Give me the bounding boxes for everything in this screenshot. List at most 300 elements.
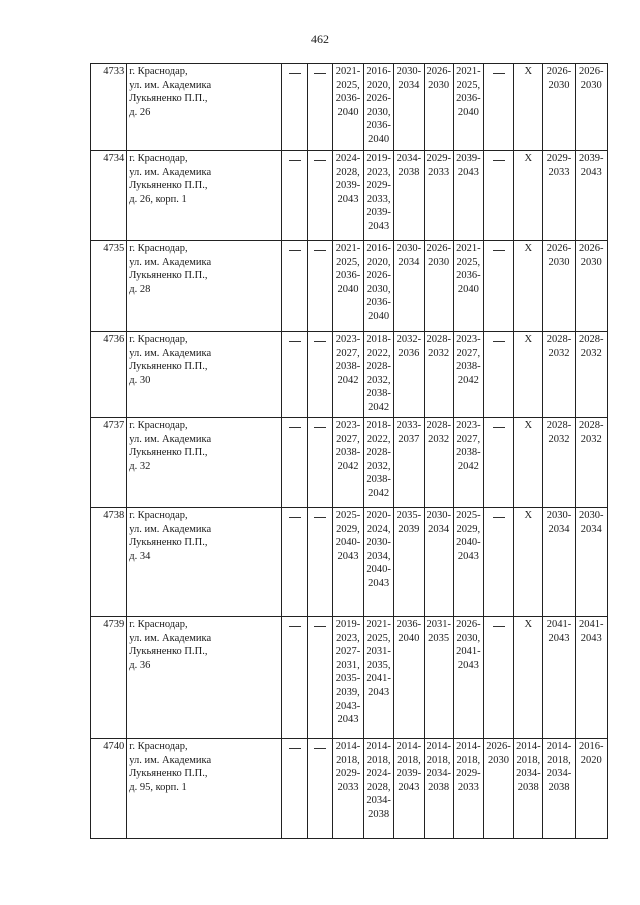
period-line: 2040	[337, 106, 359, 118]
period-cell-col2	[307, 151, 332, 241]
period-line: 2030-	[579, 510, 604, 521]
period-cell-col1	[282, 64, 307, 151]
period-line: 2018,	[456, 754, 481, 766]
period-line: 2029-	[366, 180, 391, 192]
period-line: 2042	[337, 460, 359, 472]
period-line: 2038-	[366, 388, 391, 400]
period-line: 2033	[548, 166, 570, 178]
period-line: 2025,	[336, 79, 360, 91]
address-line: ул. им. Академика	[129, 433, 212, 445]
period-line: 2041-	[579, 619, 604, 630]
period-cell-col1	[282, 418, 307, 508]
period-line: 2028,	[366, 781, 391, 793]
row-number: 4740	[91, 739, 127, 839]
period-line: 2026-	[366, 93, 391, 105]
period-line: 2043	[548, 632, 570, 644]
period-line: 2021-	[366, 619, 391, 630]
period-line: 2024-	[335, 153, 361, 164]
period-line: 2033,	[366, 193, 391, 205]
period-line: 2038-	[335, 447, 361, 459]
period-cell-col9	[514, 508, 543, 617]
period-line: 2025-	[335, 510, 361, 521]
period-line: 2021-	[456, 66, 481, 77]
period-line: 2025,	[456, 256, 481, 268]
period-cell-col6	[424, 332, 453, 418]
period-line: 2021-	[335, 66, 361, 77]
empty-dash	[314, 160, 326, 161]
period-cell-col2	[307, 241, 332, 332]
period-cell-col6	[424, 241, 453, 332]
empty-dash	[314, 341, 326, 342]
period-cell-col2	[307, 64, 332, 151]
period-cell-col8	[483, 241, 513, 332]
period-line: 2040	[457, 106, 479, 118]
period-line: 2029-	[456, 768, 481, 780]
period-line: 2034	[398, 79, 420, 91]
period-cell-col4	[364, 332, 394, 418]
period-line: 2035-	[396, 510, 422, 521]
period-line: 2038-	[335, 361, 361, 373]
period-line: 2031-	[366, 646, 391, 658]
period-cell-col2	[307, 739, 332, 839]
registry-table	[90, 63, 608, 839]
period-line: 2024,	[366, 523, 391, 535]
period-cell-col2	[307, 418, 332, 508]
period-line: 2029,	[456, 523, 481, 535]
period-cell-col4	[364, 739, 394, 839]
period-cell-col6	[424, 508, 453, 617]
row-number: 4736	[91, 332, 127, 418]
period-cell-col6	[424, 739, 453, 839]
period-line: 2040-	[366, 564, 391, 576]
period-line: 2029,	[336, 523, 360, 535]
period-line: 2033	[457, 781, 479, 793]
period-line: 2019-	[366, 153, 391, 164]
address-cell	[127, 739, 282, 839]
period-line: 2043	[580, 632, 602, 644]
period-line: 2035	[428, 632, 450, 644]
period-line: Х	[524, 153, 533, 164]
address-cell	[127, 508, 282, 617]
period-line: 2030,	[456, 632, 481, 644]
period-line: 2043	[368, 220, 390, 232]
period-cell-col3	[332, 617, 363, 739]
period-cell-col11	[575, 418, 607, 508]
period-line: 2028-	[579, 420, 604, 431]
period-line: 2018,	[426, 754, 451, 766]
period-cell-col4	[364, 151, 394, 241]
period-line: 2034-	[426, 768, 451, 780]
period-line: 2027,	[456, 347, 481, 359]
period-line: 2030,	[366, 106, 391, 118]
address-line: д. 95, корп. 1	[129, 781, 187, 793]
period-line: 2027,	[336, 433, 360, 445]
period-line: 2021-	[335, 243, 361, 254]
empty-dash	[314, 73, 326, 74]
period-line: 2026-	[426, 66, 451, 77]
period-line: 2022,	[366, 433, 391, 445]
period-line: 2042	[457, 460, 479, 472]
period-cell-col4	[364, 64, 394, 151]
table-row	[91, 508, 608, 617]
period-cell-col8	[483, 418, 513, 508]
period-line: 2032	[428, 347, 450, 359]
empty-dash	[493, 517, 505, 518]
period-cell-col5	[394, 617, 424, 739]
period-line: 2039-	[396, 768, 422, 780]
period-cell-col11	[575, 508, 607, 617]
period-line: 2018,	[397, 754, 421, 766]
period-line: 2040	[368, 133, 390, 145]
period-line: 2037	[398, 433, 420, 445]
empty-dash	[289, 250, 301, 251]
address-line: г. Краснодар,	[129, 741, 188, 752]
period-cell-col3	[332, 241, 363, 332]
period-line: 2026-	[546, 66, 572, 77]
empty-dash	[314, 427, 326, 428]
period-line: 2030	[580, 256, 602, 268]
period-line: 2014-	[366, 741, 391, 752]
address-line: д. 26	[129, 106, 151, 118]
period-cell-col9	[514, 617, 543, 739]
row-number: 4735	[91, 241, 127, 332]
address-line: г. Краснодар,	[129, 153, 188, 164]
period-line: 2034-	[366, 795, 391, 807]
period-line: 2040-	[335, 537, 361, 549]
period-cell-col10	[543, 508, 575, 617]
period-line: 2042	[368, 401, 390, 413]
period-line: 2032,	[366, 460, 391, 472]
period-line: 2030	[428, 256, 450, 268]
period-line: 2038-	[456, 447, 481, 459]
period-cell-col5	[394, 418, 424, 508]
period-line: 2014-	[426, 741, 451, 752]
period-line: 2014-	[516, 741, 541, 752]
period-line: 2030-	[426, 510, 451, 521]
period-cell-col4	[364, 241, 394, 332]
period-line: 2033-	[396, 420, 422, 431]
period-cell-col3	[332, 508, 363, 617]
period-line: 2034	[398, 256, 420, 268]
address-line: ул. им. Академика	[129, 632, 212, 644]
period-line: 2041-	[366, 673, 391, 685]
period-line: 2034,	[366, 550, 391, 562]
period-cell-col6	[424, 617, 453, 739]
empty-dash	[493, 250, 505, 251]
period-cell-col3	[332, 739, 363, 839]
period-line: 2043	[457, 550, 479, 562]
period-cell-col11	[575, 739, 607, 839]
address-line: д. 28	[129, 283, 151, 295]
period-cell-col8	[483, 508, 513, 617]
period-cell-col3	[332, 418, 363, 508]
address-cell	[127, 617, 282, 739]
period-line: 2016-	[366, 243, 391, 254]
address-line: ул. им. Академика	[129, 79, 212, 91]
period-line: 2020,	[366, 256, 391, 268]
period-line: 2023-	[456, 334, 481, 345]
period-line: 2026-	[456, 619, 481, 630]
period-line: 2018-	[366, 420, 391, 431]
period-line: Х	[524, 510, 533, 521]
address-line: Лукьяненко П.П.,	[129, 646, 208, 658]
period-line: 2038-	[456, 361, 481, 373]
period-line: 2023,	[336, 632, 360, 644]
empty-dash	[289, 427, 301, 428]
period-line: 2040	[457, 283, 479, 295]
period-cell-col2	[307, 617, 332, 739]
period-line: 2030	[548, 256, 570, 268]
period-line: 2028-	[579, 334, 604, 345]
period-line: 2032	[548, 347, 570, 359]
empty-dash	[289, 73, 301, 74]
period-line: 2036-	[396, 619, 422, 630]
address-line: д. 32	[129, 460, 151, 472]
address-line: ул. им. Академика	[129, 256, 212, 268]
period-line: 2040-	[456, 537, 481, 549]
address-line: д. 30	[129, 374, 151, 386]
address-line: г. Краснодар,	[129, 420, 188, 431]
period-cell-col11	[575, 64, 607, 151]
period-line: 2018-	[366, 334, 391, 345]
period-cell-col6	[424, 64, 453, 151]
period-line: 2043	[398, 781, 420, 793]
table-row	[91, 739, 608, 839]
period-cell-col11	[575, 241, 607, 332]
period-line: 2026-	[546, 243, 572, 254]
address-line: Лукьяненко П.П.,	[129, 180, 208, 192]
period-cell-col7	[453, 241, 483, 332]
table-body	[91, 64, 608, 839]
period-line: 2033	[337, 781, 359, 793]
period-line: 2042	[337, 374, 359, 386]
period-line: 2034-	[546, 768, 572, 780]
address-line: Лукьяненко П.П.,	[129, 447, 208, 459]
empty-dash	[493, 427, 505, 428]
address-line: ул. им. Академика	[129, 754, 212, 766]
period-line: 2036-	[366, 120, 391, 132]
period-cell-col8	[483, 64, 513, 151]
period-cell-col9	[514, 332, 543, 418]
period-cell-col2	[307, 508, 332, 617]
period-line: 2023-	[456, 420, 481, 431]
period-line: 2014-	[456, 741, 481, 752]
period-line: 2043	[457, 166, 479, 178]
period-line: 2030-	[396, 66, 422, 77]
period-cell-col4	[364, 617, 394, 739]
period-cell-col7	[453, 508, 483, 617]
period-line: 2028-	[546, 420, 572, 431]
period-line: 2034	[428, 523, 450, 535]
period-line: 2036-	[366, 297, 391, 309]
period-line: 2040	[368, 310, 390, 322]
period-line: 2018,	[516, 754, 541, 766]
period-cell-col10	[543, 332, 575, 418]
period-line: 2039-	[456, 153, 481, 164]
period-line: 2042	[457, 374, 479, 386]
period-cell-col2	[307, 332, 332, 418]
period-cell-col5	[394, 151, 424, 241]
period-cell-col7	[453, 64, 483, 151]
period-line: 2043	[368, 686, 390, 698]
period-line: 2029-	[546, 153, 572, 164]
period-line: 2034	[548, 523, 570, 535]
period-cell-col11	[575, 617, 607, 739]
period-line: 2022,	[366, 347, 391, 359]
period-line: 2028-	[366, 447, 391, 459]
address-line: ул. им. Академика	[129, 523, 212, 535]
table-row	[91, 151, 608, 241]
address-line: д. 26, корп. 1	[129, 193, 187, 205]
period-cell-col1	[282, 508, 307, 617]
row-number: 4734	[91, 151, 127, 241]
period-line: 2014-	[396, 741, 422, 752]
period-line: 2041-	[456, 646, 481, 658]
row-number: 4739	[91, 617, 127, 739]
period-line: 2043	[368, 577, 390, 589]
period-cell-col11	[575, 151, 607, 241]
period-line: 2023-	[335, 420, 361, 431]
empty-dash	[314, 250, 326, 251]
period-line: 2026-	[366, 270, 391, 282]
period-line: 2033	[428, 166, 450, 178]
period-cell-col1	[282, 151, 307, 241]
address-line: г. Краснодар,	[129, 66, 188, 77]
address-line: ул. им. Академика	[129, 347, 212, 359]
period-cell-col3	[332, 332, 363, 418]
period-line: 2036-	[456, 93, 481, 105]
period-cell-col5	[394, 64, 424, 151]
period-cell-col4	[364, 418, 394, 508]
row-number: 4738	[91, 508, 127, 617]
period-line: 2039,	[336, 686, 360, 698]
period-line: 2030	[428, 79, 450, 91]
period-cell-col3	[332, 64, 363, 151]
period-line: 2038	[548, 781, 570, 793]
period-cell-col10	[543, 64, 575, 151]
period-line: 2042	[368, 487, 390, 499]
row-number: 4733	[91, 64, 127, 151]
period-line: 2027,	[456, 433, 481, 445]
period-cell-col7	[453, 332, 483, 418]
address-cell	[127, 64, 282, 151]
period-cell-col8	[483, 151, 513, 241]
period-line: 2030	[548, 79, 570, 91]
address-line: Лукьяненко П.П.,	[129, 93, 208, 105]
period-line: 2036-	[335, 270, 361, 282]
row-number: 4737	[91, 418, 127, 508]
period-line: 2023-	[335, 334, 361, 345]
address-cell	[127, 241, 282, 332]
period-line: 2032	[580, 433, 602, 445]
empty-dash	[289, 517, 301, 518]
period-line: 2034-	[396, 153, 422, 164]
period-line: 2043-	[335, 700, 361, 712]
empty-dash	[314, 626, 326, 627]
empty-dash	[314, 517, 326, 518]
period-line: 2043	[457, 659, 479, 671]
period-line: Х	[524, 66, 533, 77]
period-cell-col1	[282, 739, 307, 839]
period-line: Х	[524, 243, 533, 254]
address-line: Лукьяненко П.П.,	[129, 537, 208, 549]
period-cell-col9	[514, 64, 543, 151]
period-cell-col11	[575, 332, 607, 418]
period-line: 2040	[398, 632, 420, 644]
period-line: Х	[524, 420, 533, 431]
empty-dash	[289, 160, 301, 161]
period-line: 2035-	[335, 673, 361, 685]
table-row	[91, 64, 608, 151]
table-row	[91, 332, 608, 418]
period-line: 2039-	[579, 153, 604, 164]
period-cell-col5	[394, 241, 424, 332]
period-line: 2028,	[336, 166, 360, 178]
period-line: 2027-	[335, 646, 361, 658]
period-line: 2034-	[516, 768, 541, 780]
table-row	[91, 418, 608, 508]
address-line: г. Краснодар,	[129, 334, 188, 345]
period-line: 2020,	[366, 79, 391, 91]
period-line: 2038-	[366, 474, 391, 486]
period-line: 2038	[368, 808, 390, 820]
address-cell	[127, 332, 282, 418]
address-line: ул. им. Академика	[129, 166, 212, 178]
period-cell-col9	[514, 418, 543, 508]
period-line: 2023,	[366, 166, 391, 178]
empty-dash	[289, 626, 301, 627]
empty-dash	[493, 160, 505, 161]
address-line: д. 34	[129, 550, 151, 562]
period-cell-col6	[424, 151, 453, 241]
period-line: 2020-	[366, 510, 391, 521]
period-line: 2028-	[426, 420, 451, 431]
period-cell-col3	[332, 151, 363, 241]
period-line: 2036-	[456, 270, 481, 282]
period-line: 2035,	[366, 659, 391, 671]
period-cell-col7	[453, 739, 483, 839]
address-line: г. Краснодар,	[129, 243, 188, 254]
table-row	[91, 241, 608, 332]
period-line: 2029-	[335, 768, 361, 780]
period-cell-col7	[453, 151, 483, 241]
period-cell-col8	[483, 332, 513, 418]
period-line: 2014-	[546, 741, 572, 752]
period-line: 2038	[428, 781, 450, 793]
period-line: 2041-	[546, 619, 572, 630]
address-line: Лукьяненко П.П.,	[129, 270, 208, 282]
period-line: 2018,	[547, 754, 571, 766]
empty-dash	[289, 748, 301, 749]
period-line: 2019-	[335, 619, 361, 630]
period-line: 2043	[337, 193, 359, 205]
period-line: 2025,	[366, 632, 391, 644]
page-number: 462	[311, 32, 329, 46]
period-cell-col10	[543, 241, 575, 332]
period-cell-col1	[282, 617, 307, 739]
empty-dash	[314, 748, 326, 749]
period-cell-col8	[483, 739, 513, 839]
period-line: 2039	[398, 523, 420, 535]
period-line: 2021-	[456, 243, 481, 254]
period-line: 2030,	[366, 283, 391, 295]
period-cell-col10	[543, 151, 575, 241]
empty-dash	[289, 341, 301, 342]
period-line: 2043	[580, 166, 602, 178]
period-line: 2029-	[426, 153, 451, 164]
period-line: 2030-	[366, 537, 391, 549]
period-cell-col6	[424, 418, 453, 508]
